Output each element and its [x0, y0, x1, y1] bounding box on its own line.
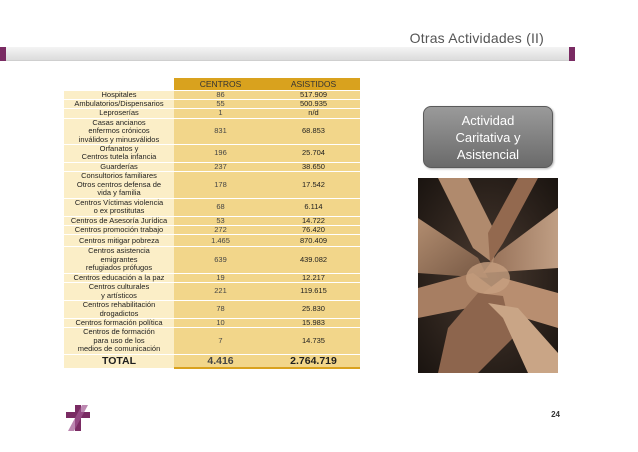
row-asistidos: 6.114: [267, 198, 360, 216]
row-centros: 831: [174, 118, 267, 144]
title-bar-right-cap: [569, 47, 575, 61]
row-asistidos: 76.420: [267, 225, 360, 234]
table-row: [64, 225, 360, 234]
row-label: Centros Víctimas violencia o ex prostitutas: [64, 198, 174, 216]
row-centros: 272: [174, 225, 267, 234]
row-centros: 178: [174, 172, 267, 198]
row-asistidos: 12.217: [267, 273, 360, 282]
row-asistidos: 15.983: [267, 319, 360, 328]
row-asistidos: 439.082: [267, 247, 360, 273]
table-row: [64, 301, 360, 319]
row-label: Centros de Asesoría Jurídica: [64, 216, 174, 225]
total-centros: 4.416: [174, 354, 267, 368]
row-label: Centros asistencia emigrantes refugiados prófugos: [64, 247, 174, 273]
row-centros: 237: [174, 162, 267, 171]
activities-table: [64, 78, 360, 369]
table-row: [64, 283, 360, 301]
row-label: Centros culturales y artísticos: [64, 283, 174, 301]
table-header-row: [64, 78, 360, 90]
row-centros: 86: [174, 90, 267, 99]
row-asistidos: 14.722: [267, 216, 360, 225]
row-label: Centros promoción trabajo: [64, 225, 174, 234]
row-asistidos: 17.542: [267, 172, 360, 198]
row-label: Leproserías: [64, 109, 174, 118]
table-row: [64, 172, 360, 198]
row-centros: 639: [174, 247, 267, 273]
page-number: 24: [551, 410, 560, 419]
row-centros: 1: [174, 109, 267, 118]
row-asistidos: 68.853: [267, 118, 360, 144]
row-asistidos: 25.830: [267, 301, 360, 319]
slide-title: Otras Actividades (II): [409, 30, 544, 46]
title-bar: [0, 47, 575, 61]
header-centros: CENTROS: [174, 78, 267, 90]
row-label: Consultorios familiares Otros centros defensa de vida y familia: [64, 172, 174, 198]
row-asistidos: 38.650: [267, 162, 360, 171]
total-row: [64, 354, 360, 368]
row-centros: 1.465: [174, 235, 267, 247]
row-label: Hospitales: [64, 90, 174, 99]
total-label: TOTAL: [64, 354, 174, 368]
table-row: [64, 328, 360, 354]
total-asistidos: 2.764.719: [267, 354, 360, 368]
table-row: [64, 144, 360, 162]
row-label: Centros de formación para uso de los medios de comunicación: [64, 328, 174, 354]
row-asistidos: 500.935: [267, 99, 360, 108]
row-centros: 10: [174, 319, 267, 328]
row-asistidos: n/d: [267, 109, 360, 118]
table-row: [64, 90, 360, 99]
row-label: Orfanatos y Centros tutela infancia: [64, 144, 174, 162]
row-label: Centros rehabilitación drogadictos: [64, 301, 174, 319]
table-row: [64, 198, 360, 216]
row-label: Guarderías: [64, 162, 174, 171]
title-bar-left-cap: [0, 47, 6, 61]
category-box: [423, 106, 553, 168]
row-asistidos: 870.409: [267, 235, 360, 247]
purple-cross-logo-icon: [66, 405, 90, 431]
row-label: Centros mitigar pobreza: [64, 235, 174, 247]
row-centros: 68: [174, 198, 267, 216]
row-centros: 196: [174, 144, 267, 162]
table-body: [64, 90, 360, 368]
table-row: [64, 109, 360, 118]
row-label: Casas ancianos enfermos crónicos inválidos y minusválidos: [64, 118, 174, 144]
row-centros: 55: [174, 99, 267, 108]
row-asistidos: 25.704: [267, 144, 360, 162]
table-row: [64, 235, 360, 247]
header-blank-cell: [64, 78, 174, 90]
row-asistidos: 119.615: [267, 283, 360, 301]
table-row: [64, 118, 360, 144]
stacked-hands-photo: [418, 178, 558, 373]
row-centros: 7: [174, 328, 267, 354]
table-row: [64, 247, 360, 273]
header-asistidos: ASISTIDOS: [267, 78, 360, 90]
row-asistidos: 517.909: [267, 90, 360, 99]
row-centros: 19: [174, 273, 267, 282]
table-row: [64, 273, 360, 282]
category-box-label: Actividad Caritativa y Asistencial: [455, 112, 521, 162]
row-centros: 78: [174, 301, 267, 319]
row-label: Centros educación a la paz: [64, 273, 174, 282]
row-label: Centros formación política: [64, 319, 174, 328]
row-centros: 53: [174, 216, 267, 225]
row-centros: 221: [174, 283, 267, 301]
row-label: Ambulatorios/Dispensarios: [64, 99, 174, 108]
row-asistidos: 14.735: [267, 328, 360, 354]
